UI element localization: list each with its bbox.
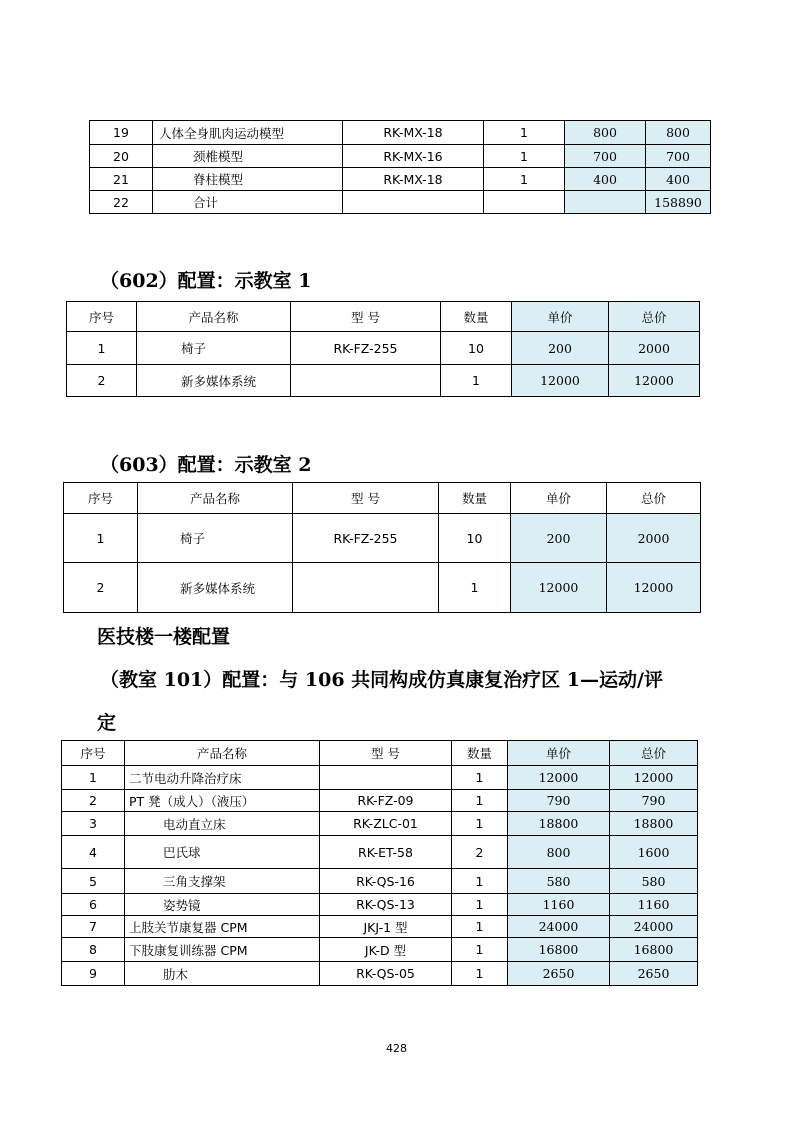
header-qty: 数量 — [439, 483, 511, 514]
section-101-title-line2: 定 — [97, 712, 117, 734]
quantity: 2 — [452, 836, 508, 869]
model-number: JKJ-1 型 — [320, 916, 452, 938]
table-row — [62, 812, 698, 836]
total-price: 12000 — [609, 365, 700, 397]
quantity: 1 — [441, 365, 512, 397]
quantity: 1 — [452, 869, 508, 894]
row-number: 22 — [90, 191, 153, 214]
unit-price: 200 — [512, 332, 609, 365]
table-row — [67, 365, 700, 397]
header-total: 总价 — [609, 302, 700, 332]
row-number: 9 — [62, 962, 125, 986]
row-number: 1 — [67, 332, 137, 365]
table-header-row — [67, 302, 700, 332]
total-price: 580 — [610, 869, 698, 894]
product-name: 人体全身肌肉运动模型 — [153, 121, 343, 145]
model-number — [320, 766, 452, 790]
model-number — [293, 563, 439, 613]
unit-price: 800 — [565, 121, 646, 145]
total-price: 700 — [646, 145, 711, 168]
quantity: 1 — [452, 894, 508, 916]
row-number: 2 — [62, 790, 125, 812]
table-row — [62, 962, 698, 986]
total-price: 790 — [610, 790, 698, 812]
header-no: 序号 — [67, 302, 137, 332]
row-number: 21 — [90, 168, 153, 191]
header-total: 总价 — [610, 741, 698, 766]
model-number: RK-FZ-09 — [320, 790, 452, 812]
unit-price: 700 — [565, 145, 646, 168]
table-row — [90, 121, 711, 145]
header-name: 产品名称 — [138, 483, 293, 514]
product-name: 三角支撑架 — [125, 869, 320, 894]
quantity: 10 — [441, 332, 512, 365]
total-price: 1600 — [610, 836, 698, 869]
product-name: 肋木 — [125, 962, 320, 986]
header-no: 序号 — [62, 741, 125, 766]
product-name: PT 凳（成人）（液压） — [125, 790, 320, 812]
total-price: 12000 — [610, 766, 698, 790]
unit-price: 400 — [565, 168, 646, 191]
row-number: 4 — [62, 836, 125, 869]
product-name: 电动直立床 — [125, 812, 320, 836]
product-name: 颈椎模型 — [153, 145, 343, 168]
model-number: RK-MX-18 — [343, 168, 484, 191]
row-number: 20 — [90, 145, 153, 168]
total-price: 400 — [646, 168, 711, 191]
header-unit: 单价 — [508, 741, 610, 766]
table-row — [67, 332, 700, 365]
total-price: 24000 — [610, 916, 698, 938]
header-qty: 数量 — [452, 741, 508, 766]
row-number: 2 — [67, 365, 137, 397]
model-number: RK-MX-16 — [343, 145, 484, 168]
product-name: 下肢康复训练器 CPM — [125, 938, 320, 962]
quantity: 1 — [484, 168, 565, 191]
quantity — [484, 191, 565, 214]
unit-price: 200 — [511, 514, 607, 563]
unit-price: 580 — [508, 869, 610, 894]
unit-price: 24000 — [508, 916, 610, 938]
section-603-table — [63, 482, 701, 613]
product-name: 上肢关节康复器 CPM — [125, 916, 320, 938]
product-name: 新多媒体系统 — [137, 365, 291, 397]
row-number: 5 — [62, 869, 125, 894]
unit-price — [565, 191, 646, 214]
unit-price: 12000 — [508, 766, 610, 790]
product-name: 椅子 — [138, 514, 293, 563]
unit-price: 12000 — [512, 365, 609, 397]
total-price: 800 — [646, 121, 711, 145]
header-unit: 单价 — [512, 302, 609, 332]
table-row — [62, 790, 698, 812]
row-number: 3 — [62, 812, 125, 836]
product-name: 二节电动升降治疗床 — [125, 766, 320, 790]
table-row — [90, 168, 711, 191]
product-name: 合计 — [153, 191, 343, 214]
header-model: 型 号 — [293, 483, 439, 514]
total-price: 18800 — [610, 812, 698, 836]
header-no: 序号 — [64, 483, 138, 514]
total-price: 2000 — [609, 332, 700, 365]
row-number: 1 — [64, 514, 138, 563]
total-price: 12000 — [607, 563, 701, 613]
table-row — [62, 916, 698, 938]
unit-price: 12000 — [511, 563, 607, 613]
model-number: RK-ET-58 — [320, 836, 452, 869]
quantity: 1 — [452, 916, 508, 938]
total-price: 16800 — [610, 938, 698, 962]
model-number: RK-MX-18 — [343, 121, 484, 145]
quantity: 1 — [452, 766, 508, 790]
header-model: 型 号 — [320, 741, 452, 766]
row-number: 8 — [62, 938, 125, 962]
table-row — [64, 514, 701, 563]
table-row-total — [90, 191, 711, 214]
model-number — [343, 191, 484, 214]
section-602-title: （602）配置：示教室 1 — [100, 270, 312, 292]
equipment-table-continued — [89, 120, 711, 214]
table-header-row — [64, 483, 701, 514]
table-row — [62, 766, 698, 790]
product-name: 椅子 — [137, 332, 291, 365]
product-name: 姿势镜 — [125, 894, 320, 916]
section-101-table — [61, 740, 698, 986]
header-qty: 数量 — [441, 302, 512, 332]
quantity: 1 — [484, 145, 565, 168]
total-price: 2650 — [610, 962, 698, 986]
unit-price: 1160 — [508, 894, 610, 916]
section-101-title-line1: （教室 101）配置：与 106 共同构成仿真康复治疗区 1—运动/评 — [100, 669, 663, 691]
total-price: 158890 — [646, 191, 711, 214]
table-header-row — [62, 741, 698, 766]
header-name: 产品名称 — [125, 741, 320, 766]
building-floor-title: 医技楼一楼配置 — [97, 626, 231, 648]
header-name: 产品名称 — [137, 302, 291, 332]
quantity: 1 — [452, 812, 508, 836]
quantity: 10 — [439, 514, 511, 563]
model-number: RK-FZ-255 — [291, 332, 441, 365]
row-number: 1 — [62, 766, 125, 790]
quantity: 1 — [452, 938, 508, 962]
table-row — [62, 836, 698, 869]
section-603-title: （603）配置：示教室 2 — [100, 454, 312, 476]
header-total: 总价 — [607, 483, 701, 514]
unit-price: 800 — [508, 836, 610, 869]
header-model: 型 号 — [291, 302, 441, 332]
unit-price: 16800 — [508, 938, 610, 962]
table-row — [64, 563, 701, 613]
row-number: 7 — [62, 916, 125, 938]
model-number: JK-D 型 — [320, 938, 452, 962]
product-name: 巴氏球 — [125, 836, 320, 869]
model-number — [291, 365, 441, 397]
total-price: 1160 — [610, 894, 698, 916]
model-number: RK-FZ-255 — [293, 514, 439, 563]
unit-price: 790 — [508, 790, 610, 812]
page-number: 428 — [386, 1042, 407, 1055]
header-unit: 单价 — [511, 483, 607, 514]
section-602-table — [66, 301, 700, 397]
total-price: 2000 — [607, 514, 701, 563]
model-number: RK-QS-16 — [320, 869, 452, 894]
row-number: 2 — [64, 563, 138, 613]
table-row — [62, 869, 698, 894]
model-number: RK-QS-05 — [320, 962, 452, 986]
table-row — [62, 894, 698, 916]
row-number: 19 — [90, 121, 153, 145]
product-name: 脊柱模型 — [153, 168, 343, 191]
unit-price: 2650 — [508, 962, 610, 986]
model-number: RK-ZLC-01 — [320, 812, 452, 836]
table-row — [62, 938, 698, 962]
quantity: 1 — [452, 790, 508, 812]
product-name: 新多媒体系统 — [138, 563, 293, 613]
unit-price: 18800 — [508, 812, 610, 836]
row-number: 6 — [62, 894, 125, 916]
quantity: 1 — [439, 563, 511, 613]
table-row — [90, 145, 711, 168]
quantity: 1 — [452, 962, 508, 986]
quantity: 1 — [484, 121, 565, 145]
model-number: RK-QS-13 — [320, 894, 452, 916]
